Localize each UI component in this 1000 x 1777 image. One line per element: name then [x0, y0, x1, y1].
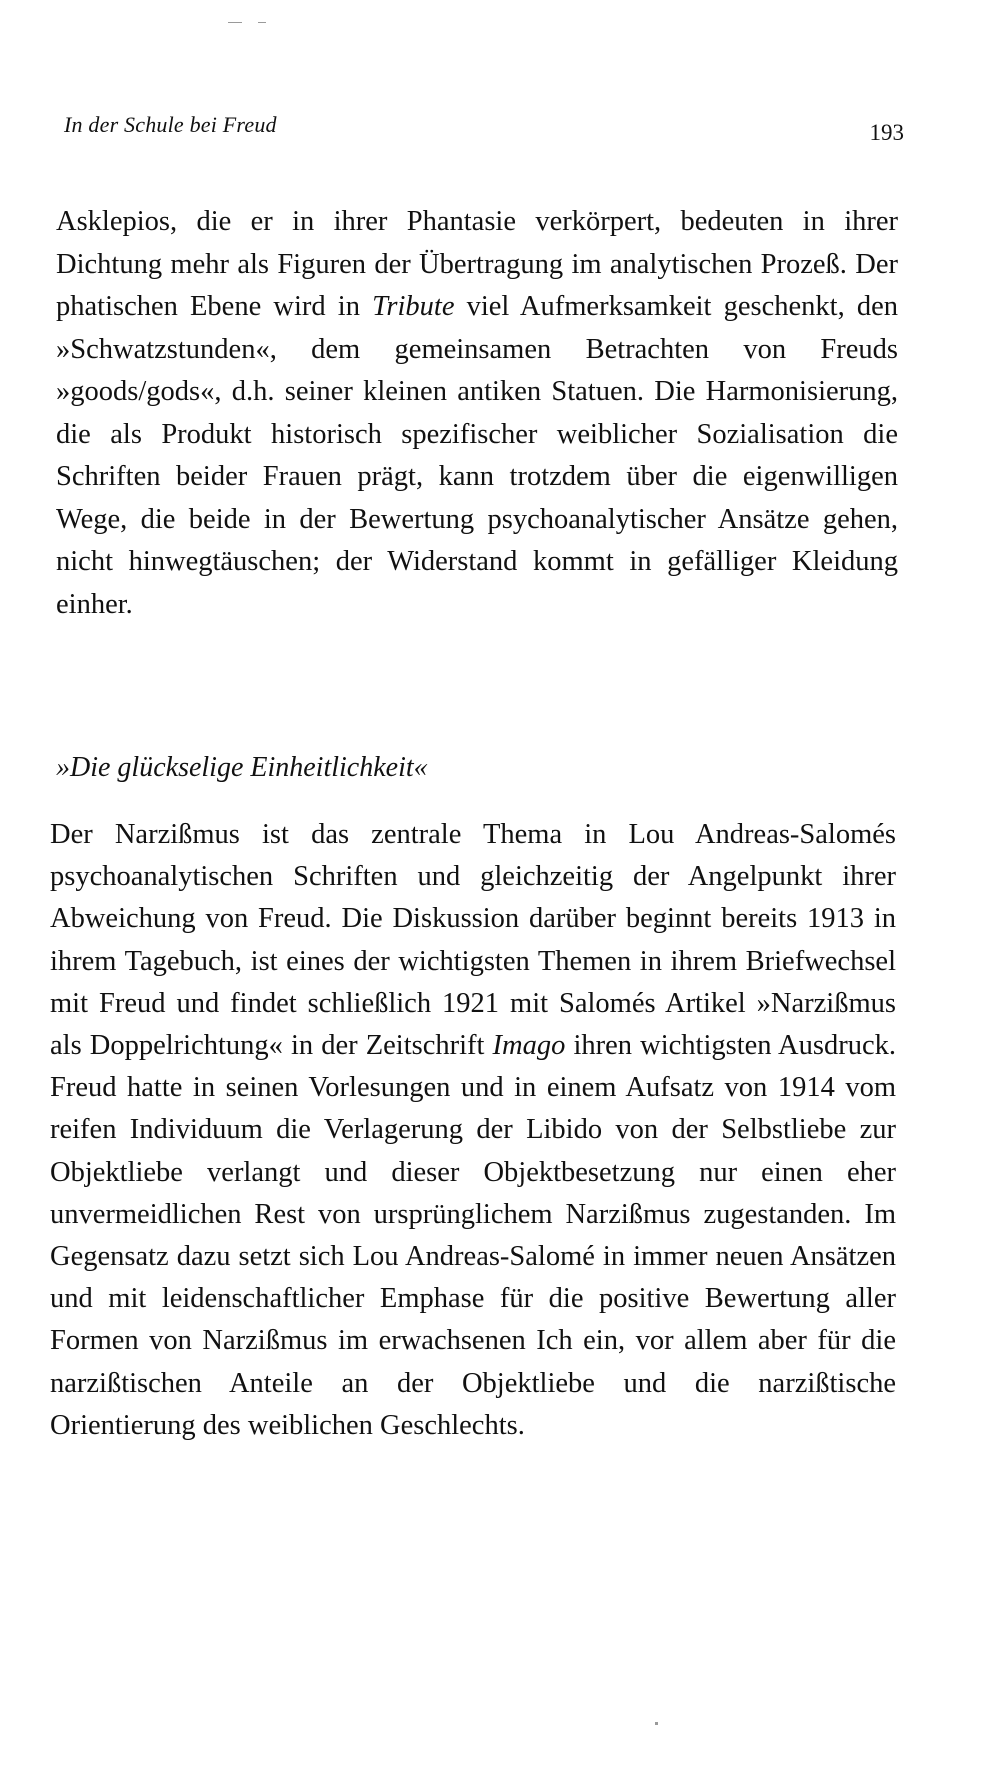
- page-number: 193: [869, 120, 904, 145]
- scan-speck: [655, 1722, 658, 1725]
- paragraph-1-text-b: viel Aufmerksamkeit geschenkt, den »Schwatzstunden«, dem gemeinsamen Betrachten von Freuds »goods/gods«, d.h. seiner kleinen antiken Statuen. Die Harmonisierung, die als Produkt historisch spezifischer weiblicher Sozialisation die Schriften beider Frauen prägt, kann trotzdem über die eigenwilligen Wege, die beide in der Bewertung psychoanalytischer Ansätze gehen, nicht hinwegtäuschen; der Widerstand kommt in gefälliger Kleidung einher.: [56, 291, 898, 620]
- paragraph-1: [56, 201, 898, 626]
- paragraph-2-text-b: ihren wichtigsten Ausdruck. Freud hatte in seinen Vorlesungen und in einem Aufsatz von 1914 vom reifen Individuum die Verlagerung der Libido von der Selbstliebe zur Objektliebe verlangt und dieser Objektbesetzung nur einen eher unvermeidlichen Rest von ursprünglichem Narzißmus zugestanden. Im Gegensatz dazu setzt sich Lou Andreas-Salomé in immer neuen Ansätzen und mit leidenschaftlicher Emphase für die positive Bewertung aller Formen von Narzißmus im erwachsenen Ich ein, vor allem aber für die narzißtischen Anteile an der Objektliebe und die narzißtische Orientierung des weiblichen Geschlechts.: [50, 1030, 896, 1441]
- running-title: In der Schule bei Freud: [64, 112, 277, 137]
- scan-speck: [258, 22, 266, 23]
- paragraph-2: [50, 814, 896, 1447]
- scan-speck: [228, 22, 242, 23]
- work-title-tribute: Tribute: [372, 291, 455, 322]
- paragraph-2-text-a: Der Narzißmus ist das zentrale Thema in Lou Andreas-Salomés psychoanalytischen Schriften und gleichzeitig der Angelpunkt ihrer Abweichung von Freud. Die Diskussion darüber beginnt bereits 1913 in ihrem Tagebuch, ist eines der wichtigsten Themen in ihrem Briefwechsel mit Freud und findet schließlich 1921 mit Salomés Artikel »Narzißmus als Doppelrichtung« in der Zeitschrift: [50, 819, 896, 1062]
- paragraph-1-text-a: Asklepios, die er in ihrer Phantasie verkörpert, bedeuten in ihrer Dichtung mehr als Figuren der Übertragung im analytischen Prozeß. Der phatischen Ebene wird in: [56, 206, 898, 322]
- running-head: [64, 112, 904, 145]
- journal-title-imago: Imago: [492, 1030, 566, 1062]
- section-heading: »Die glückselige Einheitlichkeit«: [56, 752, 428, 783]
